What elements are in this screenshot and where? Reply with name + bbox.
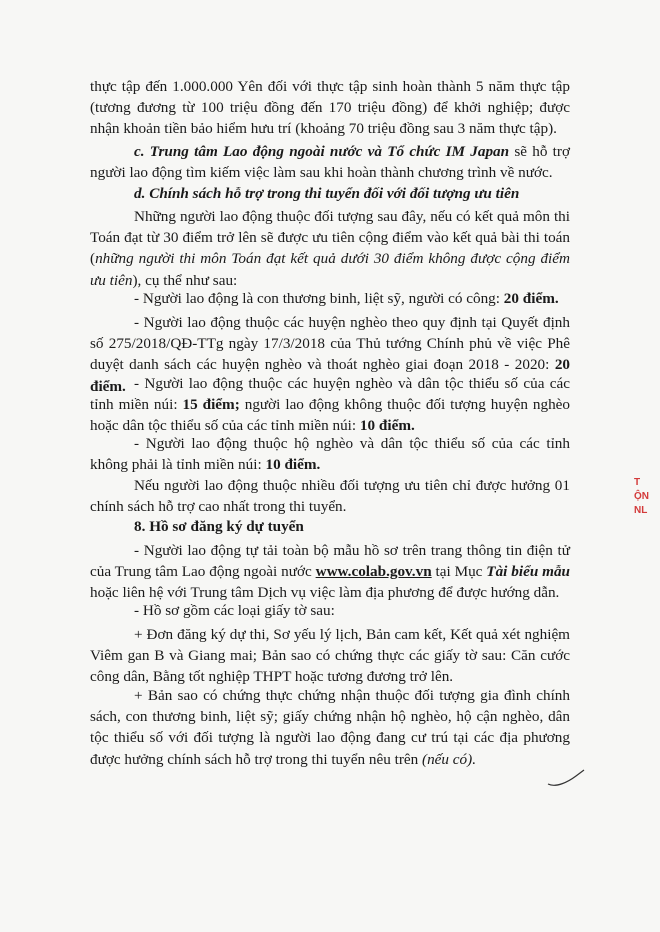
paragraph-support-after-return: c. Trung tâm Lao động ngoài nước và Tổ chức IM Japan sẽ hỗ trợ người lao động tìm kiếm việc làm sau khi hoàn thành chương trình về nước. <box>90 143 570 182</box>
paragraph-priority-intro: Những người lao động thuộc đối tượng sau đây, nếu có kết quả môn thi Toán đạt từ 30 điểm trở lên sẽ được ưu tiên cộng điểm vào kết quả bài thi toán (những người thi môn Toán đạt kết quả dưới 30 điểm không được cộng điểm ưu tiên), cụ thể như sau: <box>90 208 570 289</box>
red-stamp-fragment: T ỘN NL <box>634 477 649 516</box>
paragraph-internship-allowance: thực tập đến 1.000.000 Yên đối với thực tập sinh hoàn thành 5 năm thực tập (tương đương từ 100 triệu đồng đến 170 triệu đồng) để khởi nghiệp; được nhận khoản tiền bảo hiểm hưu trí (khoảng 70 triệu đồng sau 3 năm thực tập). <box>90 78 570 138</box>
priority-item-poor-districts: - Người lao động thuộc các huyện nghèo theo quy định tại Quyết định số 275/2018/QĐ-TTg ngày 17/3/2018 của Thủ tướng Chính phủ về việc Phê duyệt danh sách các huyện nghèo và thoát nghèo giai đoạn 2018 - 2020: 20 điểm. <box>90 314 570 395</box>
section-d-heading: d. Chính sách hỗ trợ trong thi tuyển đối với đối tượng ưu tiên <box>134 185 520 202</box>
document-item-policy-certificates: + Bản sao có chứng thực chứng nhận thuộc đối tượng gia đình chính sách, con thương binh, liệt sỹ; giấy chứng nhận hộ nghèo, hộ cận nghèo, dân tộc thiểu số với đối tượng là người lao động đang cư trú tại các địa phương được hưởng chính sách hỗ trợ trong thi tuyển nêu trên (nếu có). <box>90 687 570 768</box>
paragraph-single-policy-rule: Nếu người lao động thuộc nhiều đối tượng ưu tiên chỉ được hưởng 01 chính sách hỗ trợ cao nhất trong thi tuyển. <box>90 477 570 516</box>
priority-item-poor-households: - Người lao động thuộc hộ nghèo và dân tộc thiểu số của các tỉnh không phải là tỉnh miền núi: 10 điểm. <box>90 435 570 474</box>
handwritten-mark <box>546 768 586 790</box>
paragraph-documents-list-intro: - Hồ sơ gồm các loại giấy tờ sau: <box>134 602 335 619</box>
section-8-heading: 8. Hồ sơ đăng ký dự tuyển <box>134 518 304 535</box>
colab-website-link[interactable]: www.colab.gov.vn <box>315 563 432 581</box>
priority-item-martyr-families: - Người lao động là con thương binh, liệt sỹ, người có công: 20 điểm. <box>134 290 559 307</box>
paragraph-download-forms: - Người lao động tự tải toàn bộ mẫu hồ sơ trên trang thông tin điện tử của Trung tâm Lao động ngoài nước www.colab.gov.vn tại Mục Tài biểu mẫu hoặc liên hệ với Trung tâm Dịch vụ việc làm địa phương để được hướng dẫn. <box>90 542 570 602</box>
section-c-heading: c. Trung tâm Lao động ngoài nước và Tổ chức IM Japan <box>134 143 510 160</box>
priority-item-ethnic-mountain: - Người lao động thuộc các huyện nghèo và dân tộc thiểu số của các tỉnh miền núi: 15 điểm; người lao động không thuộc đối tượng huyện nghèo hoặc dân tộc thiểu số của các tỉnh miền núi: 10 điểm. <box>90 375 570 435</box>
document-item-application-forms: + Đơn đăng ký dự thi, Sơ yếu lý lịch, Bản cam kết, Kết quả xét nghiệm Viêm gan B và Giang mai; Bản sao có chứng thực các giấy tờ sau: Căn cước công dân, Bằng tốt nghiệp THPT hoặc tương đương trở lên. <box>90 626 570 686</box>
